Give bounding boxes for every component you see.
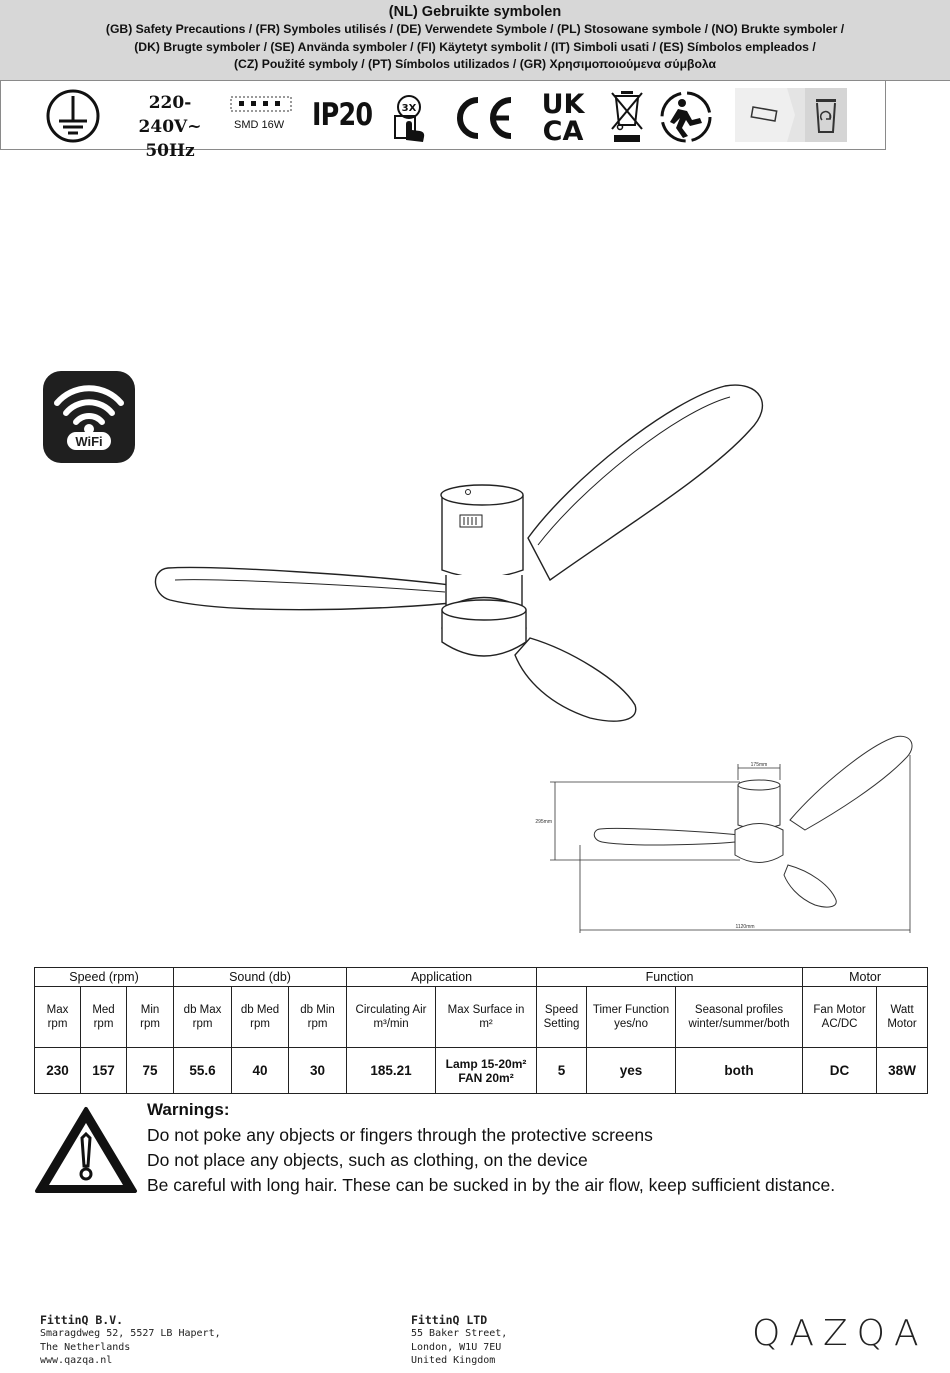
- warning-line: Be careful with long hair. These can be sucked in by the air flow, keep sufficient distance.: [147, 1175, 836, 1195]
- value-med-rpm: 157: [81, 1048, 127, 1094]
- header-cell: Timer Function yes/no: [587, 987, 676, 1048]
- header-cell: Max Surface in m²: [436, 987, 537, 1048]
- value-db-med: 40: [232, 1048, 289, 1094]
- group-speed: Speed (rpm): [35, 968, 174, 987]
- canopy-dimension: 175mm: [750, 762, 768, 768]
- header-cell: db Med rpm: [232, 987, 289, 1048]
- header-cell: Circulating Air m³/min: [347, 987, 436, 1048]
- replaceable-light-source-icon: [735, 88, 847, 142]
- warning-line: Do not place any objects, such as clothing, on the device: [147, 1150, 588, 1170]
- value-circulating-air: 185.21: [347, 1048, 436, 1094]
- table-header-row: [35, 987, 928, 1048]
- value-timer: yes: [587, 1048, 676, 1094]
- header-cell: Speed Setting: [537, 987, 587, 1048]
- group-motor: Motor: [803, 968, 928, 987]
- protective-earth-icon: [45, 88, 101, 144]
- ce-mark-icon: [451, 94, 517, 142]
- symbols-languages-line: (DK) Brugte symboler / (SE) Använda symboler / (FI) Käytetyt symbolit / (IT) Simboli usati / (ES) Símbolos empleados /: [134, 39, 816, 54]
- value-speed-setting: 5: [537, 1048, 587, 1094]
- led-power-label: SMD 16W: [234, 119, 285, 131]
- ip-rating: IP20: [312, 97, 373, 133]
- recycle-icon: [658, 90, 714, 144]
- group-function: Function: [537, 968, 803, 987]
- ukca-bottom-text: CA: [542, 116, 584, 147]
- specification-table: [34, 967, 928, 1094]
- address-line: Smaragdweg 52, 5527 LB Hapert,: [40, 1328, 221, 1339]
- width-dimension: 1120mm: [735, 924, 755, 930]
- footer-address-uk: [411, 1313, 507, 1368]
- switch-press-icon: [392, 94, 434, 142]
- header-cell: Med rpm: [81, 987, 127, 1048]
- warnings-title: Warnings:: [147, 1100, 230, 1119]
- frequency-value: 50Hz: [145, 141, 195, 161]
- value-min-rpm: 75: [127, 1048, 174, 1094]
- value-seasonal: both: [676, 1048, 803, 1094]
- value-db-max: 55.6: [174, 1048, 232, 1094]
- brand-logo: QAZQA: [752, 1313, 928, 1354]
- group-sound: Sound (db): [174, 968, 347, 987]
- header-cell: db Min rpm: [289, 987, 347, 1048]
- footer-address-nl: [40, 1313, 221, 1368]
- symbols-header: [0, 0, 950, 81]
- value-max-rpm: 230: [35, 1048, 81, 1094]
- header-cell: Min rpm: [127, 987, 174, 1048]
- address-line: 55 Baker Street,: [411, 1328, 508, 1339]
- ceiling-fan-illustration: [150, 380, 790, 725]
- wifi-label: WiFi: [75, 434, 103, 449]
- header-cell: Max rpm: [35, 987, 81, 1048]
- address-line: United Kingdom: [411, 1355, 496, 1366]
- symbols-title: (NL) Gebruikte symbolen: [388, 4, 562, 20]
- table-row: [35, 1048, 928, 1094]
- symbols-panel: [0, 0, 886, 161]
- height-dimension: 295mm: [535, 819, 552, 825]
- company-name-uk: FittinQ LTD: [411, 1313, 488, 1327]
- symbols-languages-line: (CZ) Použité symboly / (PT) Símbolos utilizados / (GR) Χρησιμοποιούμενα σύμβολα: [233, 57, 717, 71]
- symbols-languages-line: (GB) Safety Precautions / (FR) Symboles utilisés / (DE) Verwendete Symbole / (PL) Stosowane symbole / (NO) Brukte symboler /: [105, 22, 845, 36]
- header-cell: Watt Motor: [877, 987, 928, 1048]
- press-count-label: 3X: [401, 103, 417, 114]
- weee-bin-icon: [606, 89, 648, 145]
- address-line: The Netherlands: [40, 1341, 131, 1353]
- table-group-row: [35, 968, 928, 987]
- address-line: London, W1U 7EU: [411, 1341, 502, 1353]
- dimension-drawing: [535, 735, 920, 935]
- led-strip-icon: [230, 95, 292, 113]
- ukca-mark-icon: [535, 89, 591, 147]
- value-max-surface: Lamp 15-20m² FAN 20m²: [436, 1048, 537, 1094]
- value-db-min: 30: [289, 1048, 347, 1094]
- warning-triangle-icon: [34, 1106, 138, 1194]
- header-cell: Seasonal profiles winter/summer/both: [676, 987, 803, 1048]
- warning-line: Do not poke any objects or fingers through the protective screens: [147, 1125, 653, 1145]
- company-name-nl: FittinQ B.V.: [40, 1313, 124, 1327]
- wifi-icon: [43, 371, 135, 463]
- voltage-label: [118, 91, 222, 163]
- group-application: Application: [347, 968, 537, 987]
- value-fan-motor: DC: [803, 1048, 877, 1094]
- website-link[interactable]: www.qazqa.nl: [40, 1355, 113, 1366]
- voltage-value: 220-240V~: [138, 93, 202, 137]
- value-watt: 38W: [877, 1048, 928, 1094]
- ukca-top-text: UK: [541, 89, 585, 120]
- header-cell: db Max rpm: [174, 987, 232, 1048]
- header-cell: Fan Motor AC/DC: [803, 987, 877, 1048]
